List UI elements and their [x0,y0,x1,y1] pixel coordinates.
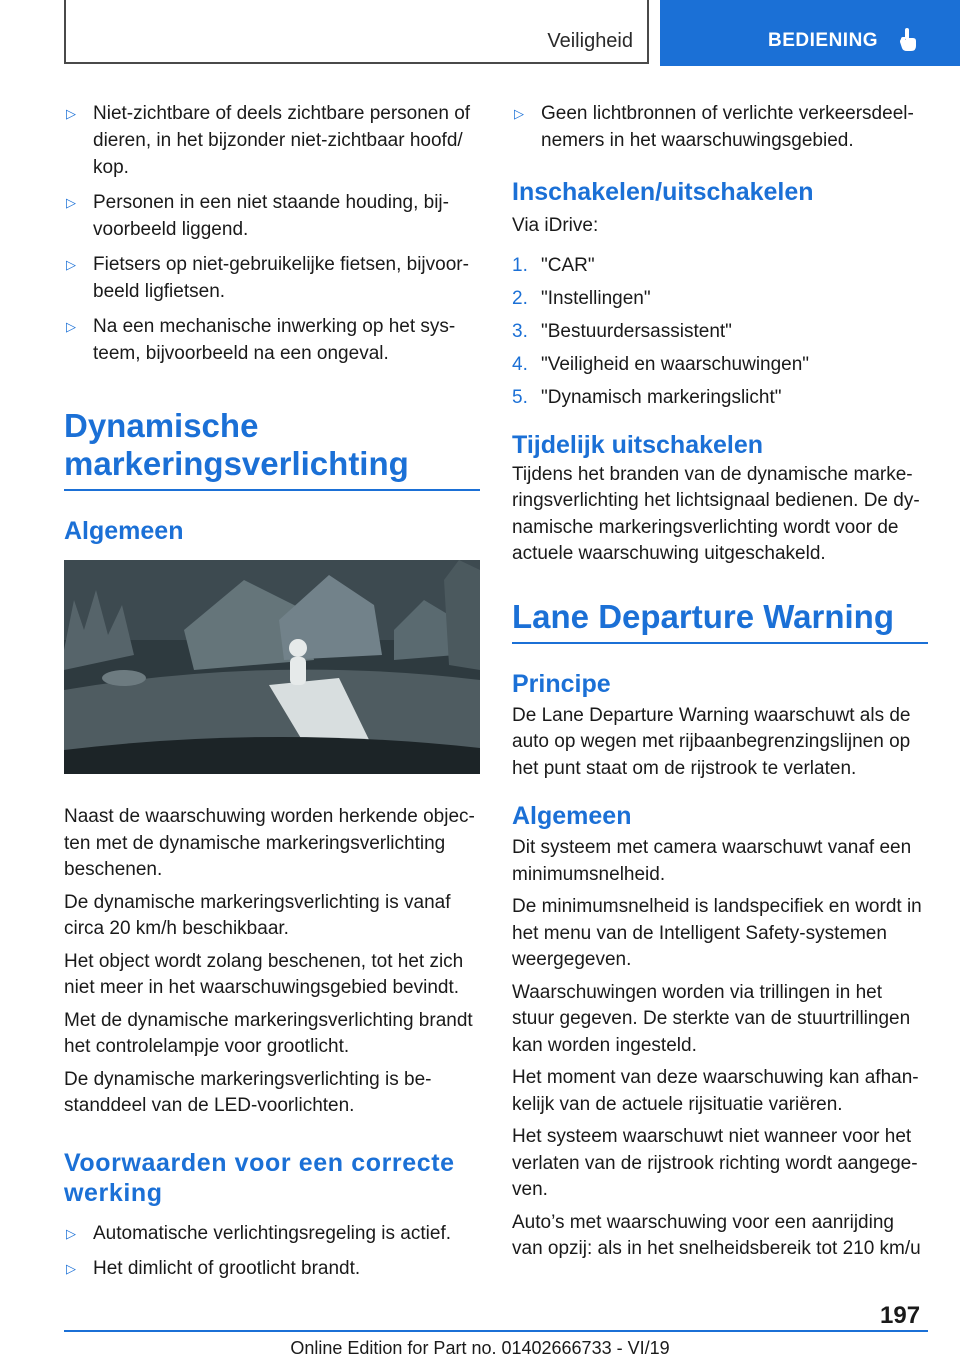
list-item: ▷ Geen lichtbronnen of verlichte verkeersdeel- nemers in het waarschuwingsgebied. [512,100,928,154]
heading-lane-departure-warning: Lane Departure Warning [512,598,928,644]
step-item: 3. "Bestuurdersassistent" [512,320,732,342]
step-item: 4. "Veiligheid en waarschuwingen" [512,353,810,375]
heading-tijdelijk-uitschakelen: Tijdelijk uitschakelen [512,430,764,459]
footer-divider [64,1330,928,1332]
triangle-bullet-icon: ▷ [66,319,76,334]
triangle-bullet-icon: ▷ [66,106,76,121]
triangle-bullet-icon: ▷ [514,106,524,121]
step-item: 5. "Dynamisch markeringslicht" [512,386,782,408]
header-tab-bediening[interactable] [660,0,960,66]
triangle-bullet-icon: ▷ [66,257,76,272]
page-number: 197 [880,1302,921,1329]
footer-edition: Online Edition for Part no. 01402666733 - VI/19 [290,1338,670,1358]
header-section-title: Veiligheid [547,30,633,52]
paragraph: Tijdens het branden van de dynamische marke- ringsverlichting het lichtsignaal bedienen. De dy- namische markeringsverlichting wordt voor de actuele waarschuwing uitgeschakeld. [512,463,920,564]
paragraph: De dynamische markeringsverlichting is vanaf circa 20 km/h beschikbaar. [64,891,451,939]
triangle-bullet-icon: ▷ [66,195,76,210]
heading-principe: Principe [512,669,611,698]
triangle-bullet-icon: ▷ [66,1225,76,1241]
paragraph: Auto’s met waarschuwing voor een aanrijding van opzij: als in het snelheidsbereik tot 210 km/u [512,1211,921,1259]
paragraph: Het moment van deze waarschuwing kan afhan- kelijk van de actuele rijsituatie variëren. [512,1067,919,1115]
paragraph: De minimumsnelheid is landspecifiek en wordt in het menu van de Intelligent Safety-systemen weergegeven. [512,896,922,970]
list-item: ▷ Het dimlicht of grootlicht brandt. [64,1255,480,1282]
heading-inschakelen-uitschakelen: Inschakelen/uitschakelen [512,178,814,206]
paragraph: Het object wordt zolang beschenen, tot het zich niet meer in het waarschuwingsgebied bevindt. [64,950,464,998]
right-column [512,100,928,1269]
paragraph: De dynamische markeringsverlichting is be- standdeel van de LED-voorlichten. [64,1068,432,1116]
list-item: ▷ Automatische verlichtingsregeling is actief. [64,1220,480,1247]
header-tab-label: BEDIENING [768,30,879,51]
paragraph: Waarschuwingen worden via trillingen in het stuur gegeven. De sterkte van de stuurtrillingen kan worden ingesteld. [512,981,911,1056]
paragraph: Naast de waarschuwing worden herkende objec- ten met de dynamische markeringsverlichting beschenen. [64,806,475,880]
left-column [64,100,480,1290]
paragraph: Met de dynamische markeringsverlichting brandt het controlelampje voor grootlicht. [64,1009,473,1057]
via-idrive-label: Via iDrive: [512,215,599,236]
paragraph: Dit systeem met camera waarschuwt vanaf een minimumsnelheid. [512,837,912,885]
paragraph: De Lane Departure Warning waarschuwt als de auto op wegen met rijbaanbegrenzingslijnen op het punt staat om de rijstrook te verlaten. [512,704,911,779]
header-section-box [64,0,649,64]
heading-algemeen: Algemeen [64,517,184,545]
heading-voorwaarden: Voorwaarden voor een correcte werking [64,1148,455,1207]
step-item: 2. "Instellingen" [512,287,651,309]
night-road-illustration [64,560,480,782]
pointing-hand-icon [896,27,922,53]
list-item: ▷ Na een mechanische inwerking op het sys- teem, bijvoorbeeld na een ongeval. [64,313,480,367]
step-item: 1. "CAR" [512,254,595,276]
heading-dynamische-markeringsverlichting: Dynamische markeringsverlichting [64,407,480,491]
paragraph: Het systeem waarschuwt niet wanneer voor het verlaten van de rijstrook richting wordt aangege- ven. [512,1126,918,1200]
heading-algemeen-ldw: Algemeen [512,802,632,830]
list-item: ▷ Personen in een niet staande houding, bij- voorbeeld liggend. [64,189,480,243]
list-item: ▷ Fietsers op niet-gebruikelijke fietsen, bijvoor- beeld ligfietsen. [64,251,480,305]
triangle-bullet-icon: ▷ [66,1260,76,1276]
list-item: ▷ Niet-zichtbare of deels zichtbare personen of dieren, in het bijzonder niet-zichtbaar hoofd/ kop. [64,100,480,181]
